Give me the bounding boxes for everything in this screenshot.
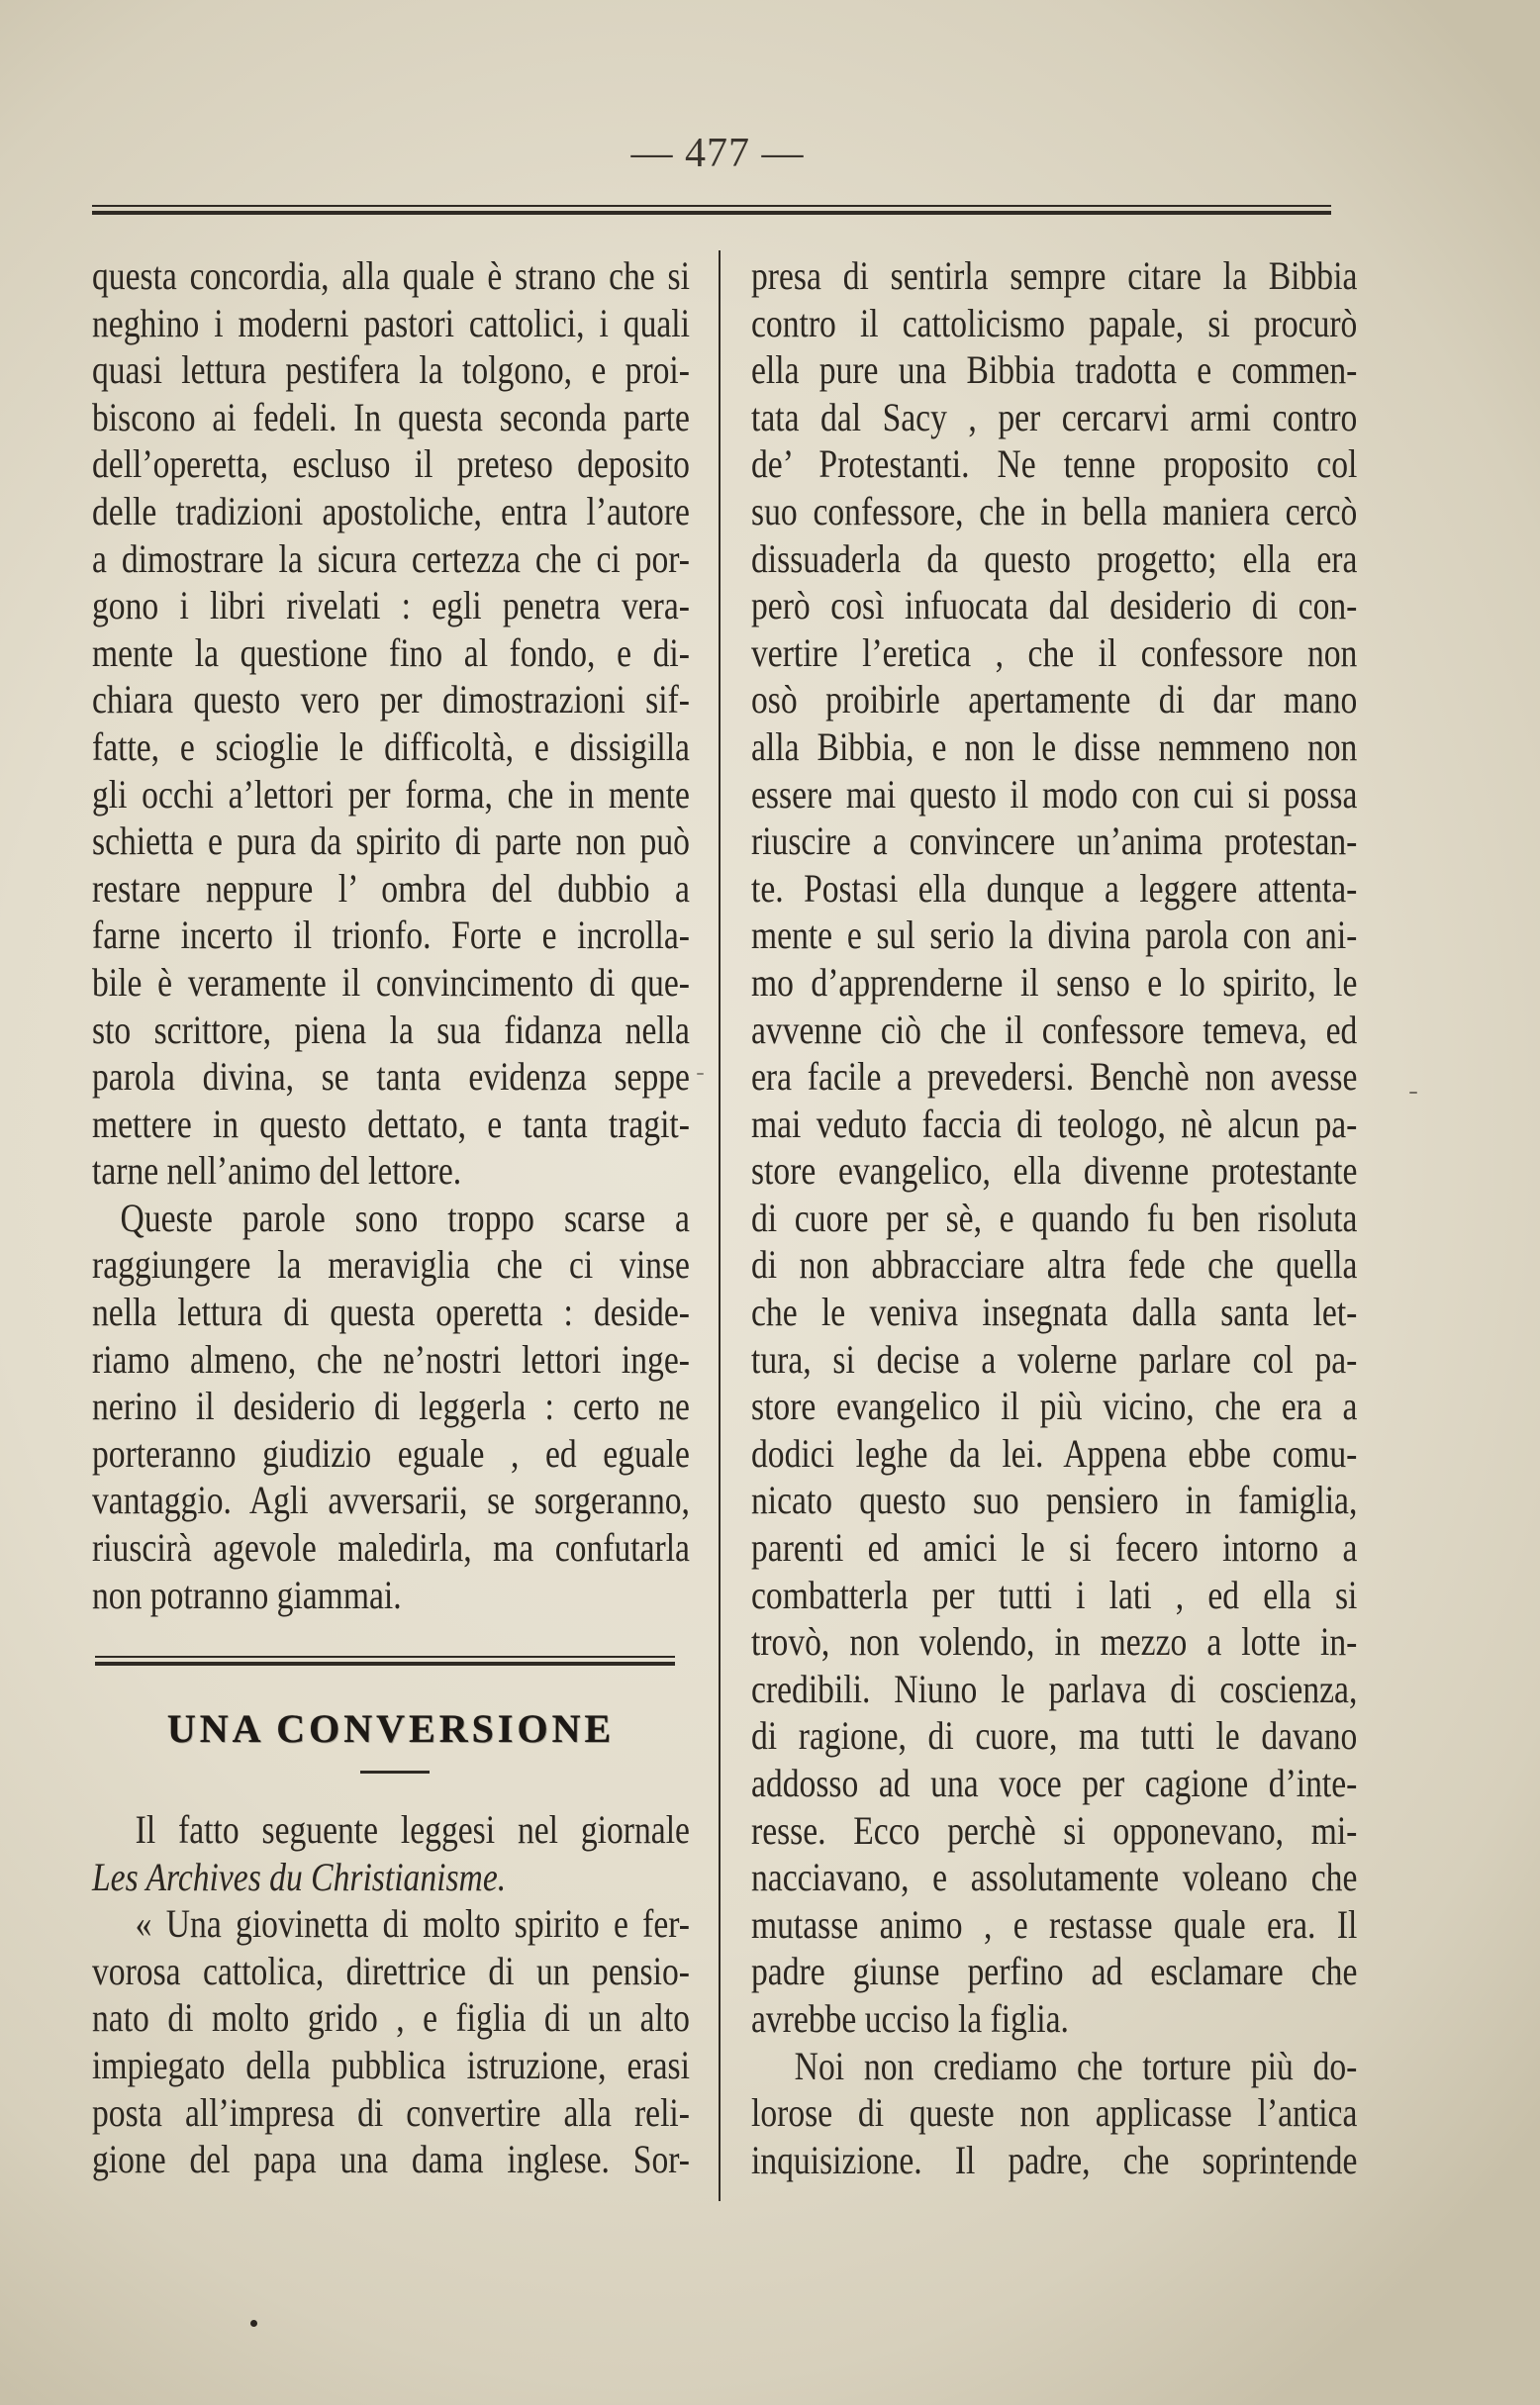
article-intro	[92, 1806, 690, 2183]
text-line: suo confessore, che in bella maniera cercò	[751, 488, 1358, 533]
text-line: restare neppure l’ ombra del dubbio a	[92, 865, 690, 911]
text-line: te. Postasi ella dunque a leggere attenta-	[751, 865, 1358, 911]
text-line: essere mai questo il modo con cui si possa	[751, 771, 1358, 817]
text-line: combatterla per tutti i lati , ed ella si	[751, 1572, 1358, 1617]
text-line: nacciavano, e assolutamente voleano che	[751, 1855, 1358, 1900]
text-line: fatte, e scioglie le difficoltà, e dissigilla	[92, 723, 690, 769]
text-line: store evangelico il più vicino, che era a	[751, 1384, 1358, 1429]
header-rule	[92, 211, 1331, 215]
text-line: vorosa cattolica, direttrice di un pensio-	[92, 1948, 690, 1993]
text-line: gono i libri rivelati : egli penetra vera-	[92, 583, 690, 628]
text-line: mettere in questo dettato, e tanta tragit-	[92, 1101, 690, 1146]
text-line: parenti ed amici le si fecero intorno a	[751, 1525, 1358, 1571]
text-line: mo d’apprenderne il senso e lo spirito, le	[751, 959, 1358, 1005]
text-line: ella pure una Bibbia tradotta e commen-	[751, 347, 1358, 393]
text-line: vertire l’eretica , che il confessore non	[751, 629, 1358, 675]
text-line: credibili. Niuno le parlava di coscienza,	[751, 1666, 1358, 1711]
ink-speck	[1409, 1092, 1417, 1094]
text-line: mutasse animo , e restasse quale era. Il	[751, 1901, 1358, 1947]
text-line: Queste parole sono troppo scarse a	[120, 1195, 690, 1240]
text-line: store evangelico, ella divenne protestante	[751, 1148, 1358, 1194]
text-line: dell’operetta, escluso il preteso deposito	[92, 441, 690, 487]
text-line: « Una giovinetta di molto spirito e fer-	[135, 1901, 690, 1947]
text-line: mente e sul serio la divina parola con ani-	[751, 913, 1358, 958]
text-line: però così infuocata dal desiderio di con-	[751, 583, 1358, 628]
text-line: trovò, non volendo, in mezzo a lotte in-	[751, 1619, 1358, 1665]
text-line: padre giunse perfino ad esclamare che	[751, 1949, 1358, 1994]
paragraph	[751, 252, 1357, 2043]
text-line: quasi lettura pestifera la tolgono, e proi-	[92, 347, 690, 393]
text-line: chiara questo vero per dimostrazioni sif-	[92, 677, 690, 722]
text-line: lorose di queste non applicasse l’antica	[751, 2090, 1358, 2136]
text-line: parola divina, se tanta evidenza seppe	[92, 1054, 690, 1100]
text-line: porteranno giudizio eguale , ed eguale	[92, 1430, 690, 1476]
text-line: non potranno giammai.	[92, 1572, 402, 1617]
text-line: tata dal Sacy , per cercarvi armi contro	[751, 394, 1358, 439]
text-line: mente la questione fino al fondo, e di-	[92, 629, 690, 675]
left-column	[92, 252, 690, 1618]
text-line: nato di molto grido , e figlia di un alto	[92, 1995, 690, 2041]
text-line: questa concordia, alla quale è strano che si	[92, 253, 690, 298]
text-line: di non abbracciare altra fede che quella	[751, 1242, 1358, 1288]
text-line: nerino il desiderio di leggerla : certo ne	[92, 1384, 690, 1429]
text-line: di cuore per sè, e quando fu ben risoluta	[751, 1195, 1358, 1240]
heading-underline	[360, 1771, 430, 1774]
column-divider	[719, 250, 721, 2201]
text-line: Noi non crediamo che torture più do-	[794, 2043, 1358, 2088]
text-line: raggiungere la meraviglia che ci vinse	[92, 1242, 690, 1288]
text-line: sto scrittore, piena la sua fidanza nella	[92, 1007, 690, 1052]
right-column	[751, 252, 1357, 2183]
text-line: resse. Ecco perchè si opponevano, mi-	[751, 1807, 1358, 1853]
ink-speck	[250, 2320, 257, 2327]
section-divider	[95, 1656, 675, 1658]
text-line: posta all’impresa di convertire alla reli-	[92, 2089, 690, 2135]
text-line: avrebbe ucciso la figlia.	[751, 1995, 1069, 2041]
paragraph	[751, 2043, 1357, 2184]
text-line: inquisizione. Il padre, che soprintende	[751, 2137, 1358, 2182]
text-line: tarne nell’animo del lettore.	[92, 1148, 462, 1194]
text-line: contro il cattolicismo papale, si procurò	[751, 300, 1358, 345]
text-line: nicato questo suo pensiero in famiglia,	[751, 1478, 1358, 1523]
paragraph	[92, 1195, 690, 1618]
text-line: impiegato della pubblica istruzione, erasi	[92, 2042, 690, 2087]
text-line: gli occhi a’lettori per forma, che in mente	[92, 771, 690, 817]
text-line: che le veniva insegnata dalla santa let-	[751, 1290, 1358, 1335]
text-line: bile è veramente il convincimento di que-	[92, 959, 690, 1005]
text-line: vantaggio. Agli avversarii, se sorgeranno,	[92, 1478, 690, 1523]
text-line: biscono ai fedeli. In questa seconda parte	[92, 394, 690, 439]
paragraph	[92, 252, 690, 1195]
ink-speck	[697, 1073, 704, 1075]
text-line: era facile a prevedersi. Benchè non avesse	[751, 1054, 1358, 1100]
text-line: mai veduto faccia di teologo, nè alcun pa-	[751, 1101, 1358, 1146]
text-line: alla Bibbia, e non le disse nemmeno non	[751, 723, 1358, 769]
text-line: di ragione, di cuore, ma tutti le davano	[751, 1713, 1358, 1759]
text-line: avvenne ciò che il confessore temeva, ed	[751, 1007, 1358, 1052]
text-line: nella lettura di questa operetta : deside-	[92, 1290, 690, 1335]
text-line: gione del papa una dama inglese. Sor-	[92, 2137, 690, 2182]
text-line: dodici leghe da lei. Appena ebbe comu-	[751, 1430, 1358, 1476]
page-number: — 477 —	[630, 131, 805, 176]
text-line: riamo almeno, che ne’nostri lettori inge-	[92, 1336, 690, 1382]
text-line: addosso ad una voce per cagione d’inte-	[751, 1761, 1358, 1805]
text-line: delle tradizioni apostoliche, entra l’autore	[92, 488, 690, 533]
text-line: osò proibirle apertamente di dar mano	[751, 677, 1358, 722]
journal-title: Les Archives du Christianisme.	[92, 1854, 507, 1899]
text-line: farne incerto il trionfo. Forte e incrolla-	[92, 913, 690, 958]
text-line: presa di sentirla sempre citare la Bibbia	[751, 253, 1358, 298]
section-heading: UNA CONVERSIONE	[166, 1706, 616, 1751]
text-line: a dimostrare la sicura certezza che ci por-	[92, 535, 690, 581]
text-line: dissuaderla da questo progetto; ella era	[751, 535, 1358, 581]
text-line: neghino i moderni pastori cattolici, i quali	[92, 300, 690, 345]
paragraph	[92, 1806, 690, 1900]
text-line: schietta e pura da spirito di parte non può	[92, 818, 690, 864]
text-line: riuscirà agevole maledirla, ma confutarla	[92, 1525, 690, 1571]
text-line: riuscire a convincere un’anima protestan-	[751, 818, 1358, 864]
header-rule	[92, 205, 1331, 207]
text-line: de’ Protestanti. Ne tenne proposito col	[751, 441, 1358, 487]
text-line: tura, si decise a volerne parlare col pa-	[751, 1336, 1358, 1382]
text-line: Il fatto seguente leggesi nel giornale	[135, 1807, 690, 1852]
paragraph	[92, 1900, 690, 2183]
section-divider	[95, 1662, 675, 1666]
